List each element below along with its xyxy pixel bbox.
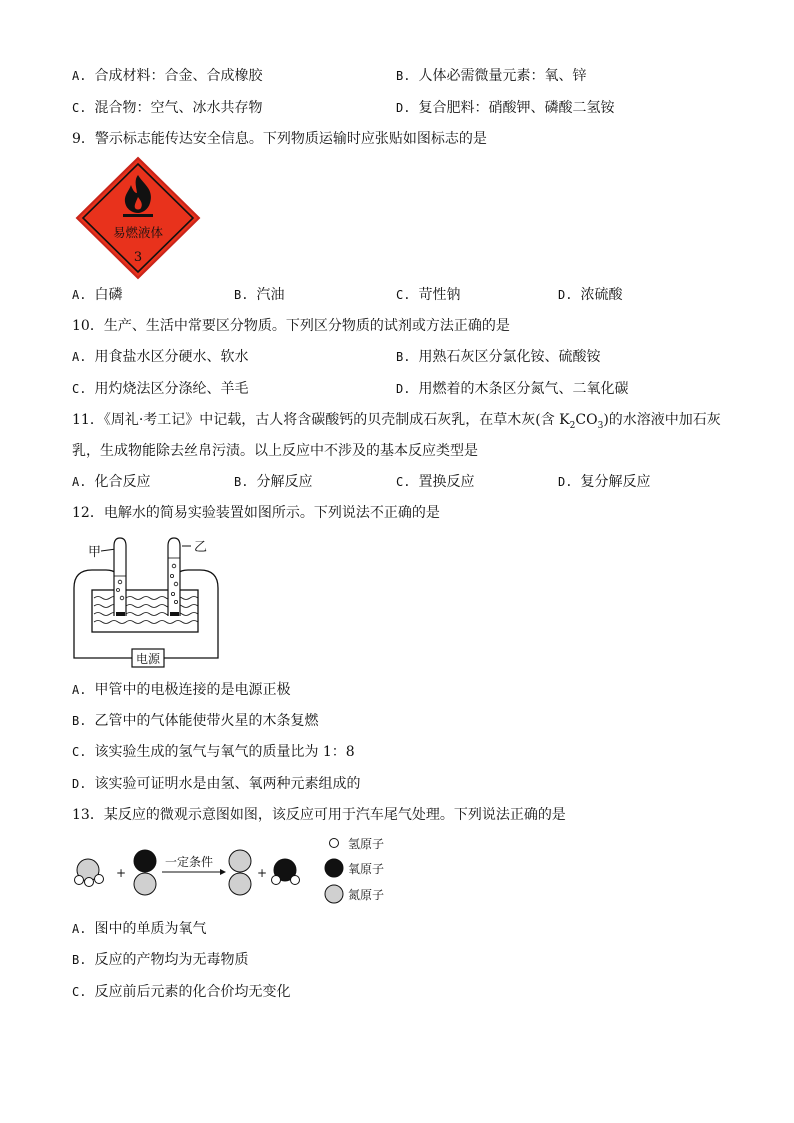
option-label: C. bbox=[72, 745, 87, 759]
tube-right bbox=[168, 538, 180, 616]
nitrogen-atom-icon bbox=[325, 885, 343, 903]
power-label: 电源 bbox=[135, 652, 161, 666]
option-text: 用燃着的木条区分氮气、二氧化碳 bbox=[418, 381, 629, 397]
reaction-microscopic-diagram bbox=[70, 832, 410, 912]
option-label: D. bbox=[72, 777, 87, 791]
option-text: 该实验可证明水是由氢、氧两种元素组成的 bbox=[94, 776, 361, 792]
option-label: C. bbox=[72, 382, 87, 396]
legend-nitrogen: 氮原子 bbox=[348, 888, 385, 902]
q10-option-d bbox=[396, 380, 628, 398]
option-text: 反应前后元素的化合价均无变化 bbox=[94, 984, 291, 1000]
option-label: D. bbox=[396, 101, 411, 115]
q10-option-b bbox=[396, 348, 600, 366]
subscript: 3 bbox=[597, 420, 604, 431]
option-text: 甲管中的电极连接的是电源正极 bbox=[94, 682, 291, 698]
tube-label-yi: 乙 bbox=[194, 540, 208, 555]
option-label: D. bbox=[558, 475, 573, 489]
option-label: A. bbox=[72, 69, 87, 83]
molecule-nh3 bbox=[75, 859, 104, 887]
plus-sign: + bbox=[116, 866, 127, 880]
stem-text: 11．《周礼·考工记》中记载，古人将含碳酸钙的贝壳制成石灰乳，在草木灰(含 K bbox=[72, 412, 570, 428]
q9-option-d bbox=[558, 286, 622, 304]
q9-option-b bbox=[234, 286, 284, 304]
option-label: C. bbox=[396, 288, 411, 302]
option-label: D. bbox=[396, 382, 411, 396]
tube-label-jia: 甲 bbox=[88, 545, 102, 560]
q10-stem: 10．生产、生活中常要区分物质。下列区分物质的试剂或方法正确的是 bbox=[72, 318, 510, 334]
option-text: 图中的单质为氧气 bbox=[94, 921, 207, 937]
option-text: 复分解反应 bbox=[580, 474, 651, 490]
option-text: 用食盐水区分硬水、软水 bbox=[94, 349, 249, 365]
q8-option-d bbox=[396, 99, 614, 117]
flammable-liquid-sign bbox=[74, 155, 202, 281]
option-text: 置换反应 bbox=[418, 474, 475, 490]
option-label: A. bbox=[72, 922, 87, 936]
option-label: D. bbox=[558, 288, 573, 302]
option-label: B. bbox=[396, 69, 411, 83]
molecule-no bbox=[134, 850, 156, 895]
option-text: 分解反应 bbox=[256, 474, 313, 490]
option-text: 浓硫酸 bbox=[580, 287, 623, 303]
oxygen-atom-icon bbox=[325, 859, 343, 877]
sign-number: 3 bbox=[133, 250, 143, 265]
legend-oxygen: 氧原子 bbox=[348, 862, 385, 876]
q8-option-a bbox=[72, 67, 262, 85]
q9-stem: 9．警示标志能传达安全信息。下列物质运输时应张贴如图标志的是 bbox=[72, 131, 487, 147]
q11-option-b bbox=[234, 473, 312, 491]
option-text: 乙管中的气体能使带火星的木条复燃 bbox=[94, 713, 319, 729]
option-label: C. bbox=[72, 101, 87, 115]
q8-option-b bbox=[396, 67, 586, 85]
plus-sign: + bbox=[257, 866, 268, 880]
electrode-right bbox=[170, 612, 179, 616]
reaction-condition: 一定条件 bbox=[164, 855, 214, 869]
q8-option-c bbox=[72, 99, 262, 117]
option-label: A. bbox=[72, 683, 87, 697]
option-label: B. bbox=[234, 475, 249, 489]
option-text: 苛性钠 bbox=[418, 287, 461, 303]
option-text: 该实验生成的氢气与氧气的质量比为 1：8 bbox=[94, 744, 355, 760]
q12-option-d bbox=[72, 775, 360, 793]
legend-hydrogen: 氢原子 bbox=[348, 837, 385, 851]
option-text: 混合物：空气、冰水共存物 bbox=[94, 100, 263, 116]
sign-text: 易燃液体 bbox=[112, 225, 164, 240]
q13-option-b bbox=[72, 951, 248, 969]
q12-stem: 12．电解水的简易实验装置如图所示。下列说法不正确的是 bbox=[72, 505, 440, 521]
molecule-n2 bbox=[229, 850, 251, 895]
subscript: 2 bbox=[569, 420, 576, 431]
option-text: 化合反应 bbox=[94, 474, 151, 490]
q10-option-a bbox=[72, 348, 248, 366]
molecule-h2o bbox=[272, 859, 300, 885]
q11-option-d bbox=[558, 473, 650, 491]
stem-text: )的水溶液中加石灰 bbox=[603, 412, 721, 428]
q9-option-a bbox=[72, 286, 122, 304]
q11-option-c bbox=[396, 473, 474, 491]
option-text: 反应的产物均为无毒物质 bbox=[94, 952, 249, 968]
option-text: 用熟石灰区分氯化铵、硫酸铵 bbox=[418, 349, 601, 365]
option-label: B. bbox=[72, 714, 87, 728]
option-label: A. bbox=[72, 350, 87, 364]
q11-option-a bbox=[72, 473, 150, 491]
q13-option-c bbox=[72, 983, 290, 1001]
option-label: C. bbox=[72, 985, 87, 999]
hydrogen-atom-icon bbox=[330, 839, 339, 848]
q12-option-a bbox=[72, 681, 290, 699]
q11-stem-line1 bbox=[72, 411, 721, 435]
option-label: C. bbox=[396, 475, 411, 489]
q13-option-a bbox=[72, 920, 206, 938]
atom-legend bbox=[325, 837, 384, 903]
option-label: A. bbox=[72, 475, 87, 489]
electrolysis-apparatus bbox=[70, 532, 230, 672]
option-text: 复合肥料：硝酸钾、磷酸二氢铵 bbox=[418, 100, 615, 116]
option-text: 用灼烧法区分涤纶、羊毛 bbox=[94, 381, 249, 397]
option-text: 合成材料：合金、合成橡胶 bbox=[94, 68, 263, 84]
q13-stem: 13．某反应的微观示意图如图，该反应可用于汽车尾气处理。下列说法正确的是 bbox=[72, 807, 566, 823]
q10-option-c bbox=[72, 380, 248, 398]
option-label: A. bbox=[72, 288, 87, 302]
option-text: 汽油 bbox=[256, 287, 285, 303]
option-label: B. bbox=[234, 288, 249, 302]
q9-option-c bbox=[396, 286, 460, 304]
stem-text: CO bbox=[575, 412, 598, 428]
option-label: B. bbox=[72, 953, 87, 967]
q12-option-c bbox=[72, 743, 355, 761]
q11-stem-line2: 乳，生成物能除去丝帛污渍。以上反应中不涉及的基本反应类型是 bbox=[72, 443, 478, 459]
option-text: 白磷 bbox=[94, 287, 123, 303]
option-text: 人体必需微量元素：氧、锌 bbox=[418, 68, 587, 84]
electrode-left bbox=[116, 612, 125, 616]
option-label: B. bbox=[396, 350, 411, 364]
arrow-head-icon bbox=[220, 869, 226, 875]
q12-option-b bbox=[72, 712, 318, 730]
tube-left bbox=[114, 538, 126, 616]
